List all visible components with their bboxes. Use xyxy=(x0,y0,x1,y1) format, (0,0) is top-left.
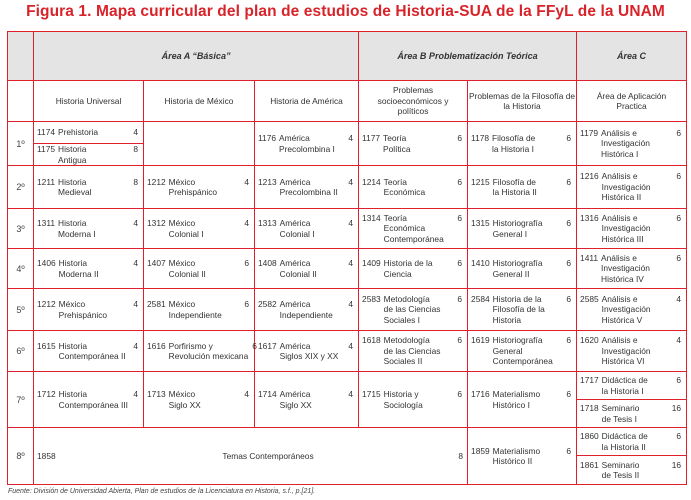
course-code: 2585 xyxy=(580,293,599,304)
course-name: Historiografía General II xyxy=(492,258,543,279)
course xyxy=(359,258,467,279)
course-credits: 16 xyxy=(671,459,682,470)
course xyxy=(359,389,467,410)
course-credits: 16 xyxy=(671,403,682,413)
course-name: Didáctica de la Historia I xyxy=(601,375,648,396)
course-name: Historia Medieval xyxy=(58,176,92,197)
course-name: Análisis e Investigación Histórica IV xyxy=(601,252,650,284)
course xyxy=(359,133,467,154)
course-credits: 4 xyxy=(133,127,138,138)
course-credits: 6 xyxy=(457,212,463,223)
course-name: México Colonial II xyxy=(168,258,206,279)
course-credits: 6 xyxy=(566,133,572,143)
course xyxy=(468,258,576,279)
course-credits: 6 xyxy=(676,171,682,182)
course-code: 1315 xyxy=(471,218,490,228)
course xyxy=(34,144,143,165)
course-credits: 6 xyxy=(457,335,463,346)
col-header: Historia Universal xyxy=(34,81,144,122)
course-code: 1212 xyxy=(37,299,56,309)
course-name: Análisis e Investigación Histórica V xyxy=(601,293,651,325)
course-name: Historia Contemporánea II xyxy=(58,340,126,361)
semester-label: 3º xyxy=(8,209,34,249)
course-name: Análisis e Investigación Histórica III xyxy=(601,212,651,244)
course-credits: 8 xyxy=(133,176,138,187)
course-code: 1406 xyxy=(37,258,56,268)
course-cell-split xyxy=(577,428,687,485)
semester-row xyxy=(8,209,687,249)
course-name: Prehistoria xyxy=(58,127,99,138)
semester-row xyxy=(8,249,687,289)
course-name: América Colonial I xyxy=(279,218,315,239)
course xyxy=(577,403,686,424)
course-name: América Siglo XX xyxy=(279,389,312,410)
semester-header-cell xyxy=(8,81,34,122)
course-credits: 4 xyxy=(133,218,138,228)
course-code: 1175 xyxy=(37,144,56,154)
course-code: 1618 xyxy=(362,335,381,346)
course-name: Historiografía General I xyxy=(492,218,543,239)
course xyxy=(577,213,686,245)
course xyxy=(468,133,576,154)
semester-row xyxy=(8,428,687,485)
course-code: 1712 xyxy=(37,389,56,399)
course-credits: 6 xyxy=(457,389,463,399)
course-code: 1716 xyxy=(471,389,490,399)
source-footnote: Fuente: División de Universidad Abierta, Plan de estudios de la Licenciatura en Historia, s.f., p.[21]. xyxy=(8,488,316,495)
course-name: Historiografía General Contemporánea xyxy=(492,335,553,367)
course-credits: 4 xyxy=(133,389,138,399)
course-name: México Prehispánico xyxy=(168,176,218,197)
course-cell-split xyxy=(577,372,687,428)
course-credits: 4 xyxy=(348,133,354,143)
course-code: 1212 xyxy=(147,176,166,187)
course-code: 1718 xyxy=(580,403,599,413)
course-code: 1615 xyxy=(37,340,56,351)
area-b-header: Área B Problematización Teórica xyxy=(359,32,577,81)
course-code: 1215 xyxy=(471,176,490,187)
course-name: Metodología de las Ciencias Sociales II xyxy=(383,335,441,367)
course-code: 1216 xyxy=(580,171,599,182)
course-credits: 6 xyxy=(566,218,572,228)
course xyxy=(255,341,358,362)
course xyxy=(255,299,358,320)
course-code: 1861 xyxy=(580,459,599,470)
course-code: 1860 xyxy=(580,431,599,441)
semester-label: 2º xyxy=(8,166,34,209)
semester-row xyxy=(8,122,687,166)
course xyxy=(34,389,143,410)
course-name: Teoría Económica xyxy=(383,176,426,197)
course-credits: 4 xyxy=(133,340,138,351)
course xyxy=(468,294,576,326)
course-name: Materialismo Histórico II xyxy=(492,445,541,466)
course-code: 1313 xyxy=(258,218,277,228)
course-credits: 4 xyxy=(348,218,354,228)
course-name: Historia de la Filosofía de la Historia xyxy=(492,293,545,325)
course xyxy=(577,375,686,396)
area-header-row xyxy=(8,32,687,81)
course xyxy=(359,335,467,367)
semester-row xyxy=(8,166,687,209)
course-name: Historia Antigua xyxy=(58,144,87,165)
course xyxy=(577,128,686,160)
course-name: México Colonial I xyxy=(168,218,204,239)
course-code: 1411 xyxy=(580,252,599,263)
course xyxy=(34,127,143,138)
course-credits: 4 xyxy=(348,176,354,187)
course xyxy=(468,218,576,239)
course-name: Análisis e Investigación Histórica I xyxy=(601,127,650,159)
empty-cell xyxy=(144,122,255,166)
course xyxy=(468,446,576,467)
course-credits: 8 xyxy=(133,144,138,154)
course xyxy=(144,258,254,279)
course-credits: 4 xyxy=(348,389,354,399)
course-credits: 4 xyxy=(244,218,249,228)
course xyxy=(144,218,254,239)
course-code: 2584 xyxy=(471,293,490,304)
course-credits: 6 xyxy=(676,375,682,385)
course-code: 1407 xyxy=(147,258,166,268)
course-credits: 8 xyxy=(458,451,464,461)
semester-label: 8º xyxy=(8,428,34,485)
course-credits: 4 xyxy=(348,258,354,268)
col-header: Historia de México xyxy=(144,81,255,122)
course-credits: 6 xyxy=(566,335,572,346)
course-credits: 6 xyxy=(676,127,682,138)
course-credits: 6 xyxy=(457,258,463,268)
course xyxy=(577,431,686,452)
course-name: Historia y Sociología xyxy=(383,389,423,410)
course-credits: 6 xyxy=(457,176,463,187)
course-credits: 6 xyxy=(252,340,257,351)
course-credits: 6 xyxy=(457,133,463,143)
course-name: Historia Moderna I xyxy=(58,218,96,239)
course-credits: 6 xyxy=(676,431,682,441)
corner-cell xyxy=(8,32,34,81)
course xyxy=(34,218,143,239)
course-code: 1176 xyxy=(258,133,277,143)
course-code: 1214 xyxy=(362,176,381,187)
course-code: 1859 xyxy=(471,445,490,456)
semester-label: 4º xyxy=(8,249,34,289)
course xyxy=(255,389,358,410)
course-code: 1174 xyxy=(37,127,56,138)
course-name: Historia Contemporánea III xyxy=(58,389,129,410)
course-credits: 6 xyxy=(457,293,463,304)
course-credits: 4 xyxy=(244,176,249,187)
course xyxy=(255,133,358,154)
course xyxy=(577,335,686,367)
course-name: Metodología de las Ciencias Sociales I xyxy=(383,293,441,325)
course-credits: 6 xyxy=(566,176,572,187)
course xyxy=(577,171,686,203)
course-credits: 6 xyxy=(566,389,572,399)
course-code: 1409 xyxy=(362,258,381,268)
course-name: América Siglos XIX y XX xyxy=(279,340,339,361)
course-credits: 4 xyxy=(348,299,354,309)
course-code: 1619 xyxy=(471,335,490,346)
course xyxy=(144,299,254,320)
course-credits: 6 xyxy=(566,258,572,268)
curriculum-table xyxy=(7,31,687,485)
course-code: 1213 xyxy=(258,176,277,187)
course-name: Filosofía de la Historia I xyxy=(492,133,536,154)
course xyxy=(34,258,143,279)
course xyxy=(34,341,143,362)
course-code: 1311 xyxy=(37,218,56,228)
area-a-header: Área A “Básica” xyxy=(34,32,359,81)
course-code: 2583 xyxy=(362,293,381,304)
course xyxy=(255,218,358,239)
course-code: 1620 xyxy=(580,335,599,346)
col-header: Historia de América xyxy=(255,81,359,122)
course-name: Historia Moderna II xyxy=(58,258,99,279)
course-credits: 6 xyxy=(676,212,682,223)
column-header-row xyxy=(8,81,687,122)
semester-row xyxy=(8,331,687,372)
course-name: América Precolombina II xyxy=(279,176,338,197)
course xyxy=(255,258,358,279)
semester-label: 1º xyxy=(8,122,34,166)
course-code: 2581 xyxy=(147,299,166,309)
course-credits: 6 xyxy=(676,252,682,263)
course xyxy=(468,335,576,367)
course-credits: 4 xyxy=(133,258,138,268)
course-code: 1211 xyxy=(37,176,56,187)
course xyxy=(34,177,143,198)
course-name: México Prehispánico xyxy=(58,299,108,320)
course-name: Didáctica de la Historia II xyxy=(601,431,648,452)
course-code: 1177 xyxy=(362,133,381,143)
course xyxy=(255,177,358,198)
course-code: 1312 xyxy=(147,218,166,228)
semester-label: 6º xyxy=(8,331,34,372)
course-credits: 4 xyxy=(676,293,682,304)
area-c-header: Área C xyxy=(577,32,687,81)
course xyxy=(34,299,143,320)
course xyxy=(577,294,686,326)
course-code: 1179 xyxy=(580,127,599,138)
course-code: 1715 xyxy=(362,389,381,399)
semester-label: 7º xyxy=(8,372,34,428)
course-code: 1616 xyxy=(147,340,166,351)
course xyxy=(359,213,467,245)
course-code: 1410 xyxy=(471,258,490,268)
course-code: 1717 xyxy=(580,375,599,385)
col-header: Problemas socioeconómicos y políticos xyxy=(359,81,468,122)
course-credits: 6 xyxy=(244,299,249,309)
course-name: Seminario de Tesis I xyxy=(601,403,640,424)
course-code: 1316 xyxy=(580,212,599,223)
course-name: México Independiente xyxy=(168,299,222,320)
course-code: 1714 xyxy=(258,389,277,399)
course-name: Teoría Política xyxy=(383,133,411,154)
course-name: Historia de la Ciencia xyxy=(383,258,433,279)
figure-title: Figura 1. Mapa curricular del plan de estudios de Historia-SUA de la FFyL de la UNAM xyxy=(26,3,665,20)
course-name: Seminario de Tesis II xyxy=(601,459,640,480)
course-credits: 4 xyxy=(348,340,354,351)
course-name: América Colonial II xyxy=(279,258,317,279)
course-code: 1617 xyxy=(258,340,277,351)
course-name: Filosofía de la Historia II xyxy=(492,176,537,197)
course xyxy=(577,253,686,285)
course-code: 1314 xyxy=(362,212,381,223)
course-credits: 6 xyxy=(244,258,249,268)
course-name: Análisis e Investigación Histórica II xyxy=(601,171,651,203)
course-credits: 4 xyxy=(244,389,249,399)
col-header: Área de Aplicación Practica xyxy=(577,81,687,122)
course xyxy=(577,460,686,481)
course xyxy=(144,340,257,362)
course-code: 1858 xyxy=(37,451,56,461)
course xyxy=(359,177,467,198)
course xyxy=(359,294,467,326)
course xyxy=(144,389,254,410)
temas-cell xyxy=(34,428,468,485)
course-name: México Siglo XX xyxy=(168,389,201,410)
course-code: 1178 xyxy=(471,133,490,143)
course xyxy=(468,389,576,410)
course-name: Porfirismo y Revolución mexicana xyxy=(168,340,249,361)
course-credits: 6 xyxy=(566,445,572,456)
course-name: Análisis e Investigación Histórica VI xyxy=(601,335,651,367)
course-name: Materialismo Histórico I xyxy=(492,389,541,410)
course-credits: 4 xyxy=(676,335,682,346)
semester-row xyxy=(8,289,687,331)
course xyxy=(144,177,254,198)
course-code: 1408 xyxy=(258,258,277,268)
course-cell-split xyxy=(34,122,144,166)
col-header: Problemas de la Filosofía de la Historia xyxy=(468,81,577,122)
course-credits: 4 xyxy=(133,299,138,309)
course-credits: 6 xyxy=(566,293,572,304)
course-name: América Independiente xyxy=(279,299,333,320)
semester-row xyxy=(8,372,687,428)
course-name: América Precolombina I xyxy=(279,133,335,154)
semester-label: 5º xyxy=(8,289,34,331)
course xyxy=(468,177,576,198)
course-name: Temas Contemporáneos xyxy=(222,451,314,461)
course-code: 1713 xyxy=(147,389,166,399)
course-name: Teoría Económica Contemporánea xyxy=(383,212,444,244)
course-code: 2582 xyxy=(258,299,277,309)
